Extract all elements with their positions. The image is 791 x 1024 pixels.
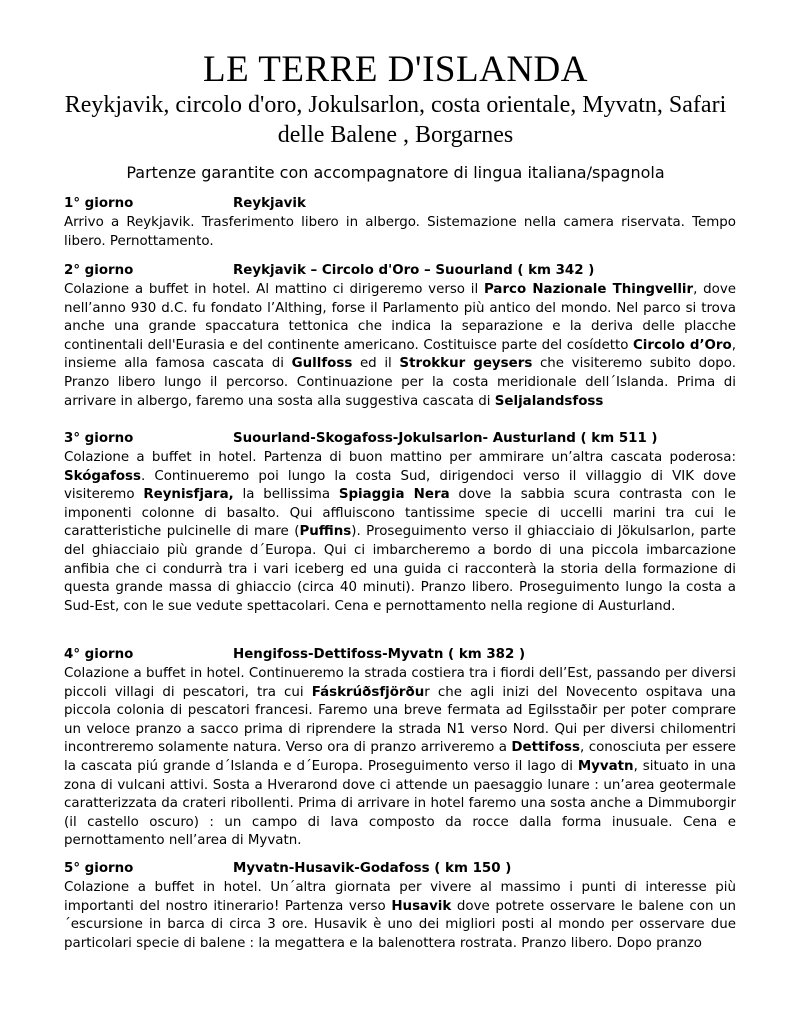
description-text: , dove nell’anno 930 d.C. fu fondato l’Althing, forse il Parlamento più antico del mondo. Nel parco si trova anche una grande spaccatura tettonica che indica la separazione e la deriva delle placche continentali dell'Eurasia e del continente americano. Costituisce parte del cosídetto [64, 282, 737, 353]
highlighted-place: Husavik [391, 898, 452, 914]
description-text: dove la sabbia scura contrasta con le imponenti colonne di basalto. Qui affluiscono tantissime specie di uccelli marini tra cui le caratteristiche pulcinelle di mare ( [64, 487, 736, 540]
highlighted-place: Seljalandsfoss [494, 393, 604, 409]
description-text: Colazione a buffet in hotel. Un´altra giornata per vivere al massimo i punti di interesse più importanti del nostro itinerario! Partenza verso [64, 880, 736, 914]
description-text: r che agli inizi del Novecento ospitava una piccola colonia di pescatori francesi. Faremo una breve fermata ad Egilsstaðir per poter comprare un veloce pranzo a sacco prima di riprendere la strada N1 verso Nord. Qui per diversi chilomentri incontreremo solamente natura. Verso ora di pranzo arriveremo a [64, 684, 736, 756]
day-number: 5° giorno [64, 861, 134, 876]
day-number: 4° giorno [64, 647, 134, 662]
description-text: Colazione a buffet in hotel. Continueremo la strada costiera tra i fiordi dell’Est, passando per diversi piccoli villagi di pescatori, tra cui [64, 666, 736, 700]
day-description [64, 879, 736, 953]
day-description [64, 665, 736, 851]
day-5 [64, 860, 736, 953]
highlighted-place: Reynisfjara, [143, 487, 234, 503]
day-description [64, 214, 736, 251]
day-number: 3° giorno [64, 431, 134, 446]
day-3 [64, 430, 736, 616]
day-1 [64, 195, 736, 251]
description-text: ). Proseguimento verso il ghiacciaio di Jökulsarlon, parte del ghiacciaio più grande d´Europa. Qui ci imbarcheremo a bordo di una piccola imbarcazione anfibia che ci condurrà tra i vari iceberg ed una guida ci racconterà la storia della formazione di questa grande massa di ghiaccio (circa 40 minuti). Pranzo libero. Proseguimento lungo la costa a Sud-Est, con le sue vedute spettacolari. Cena e pernottamento nella regione di Austurland. [64, 524, 736, 614]
day-route: Hengifoss-Dettifoss-Myvatn ( km 382 ) [233, 647, 526, 662]
highlighted-place: Myvatn [577, 758, 634, 774]
description-text: . Continueremo poi lungo la costa Sud, dirigendoci verso il villaggio di VIK dove visiteremo [64, 468, 736, 503]
description-text: Colazione a buffet in hotel. Partenza di buon mattino per ammirare un’altra cascata poderosa: [64, 450, 736, 465]
description-text: , situato in una zona di vulcani attivi. Sosta a Hverarond dove ci attende un paesaggio lunare : un’area geotermale caratterizzata da crateri ribollenti. Prima di arrivare in hotel faremo una sosta anche a Dimmuborgir (il castello oscuro) : un campo di lava composto da rocce dalla forma inusuale. Cena e pernottamento nell’area di Myvatn. [64, 758, 736, 849]
document-title: LE TERRE D'ISLANDA [203, 49, 588, 90]
highlighted-place: Gullfoss [291, 356, 353, 372]
highlighted-place: Skógafoss [64, 468, 141, 484]
description-text: Arrivo a Reykjavik. Trasferimento libero in albergo. Sistemazione nella camera riservata. Tempo libero. Pernottamento. [64, 215, 736, 249]
highlighted-place: Dettifoss [511, 740, 580, 756]
day-4 [64, 646, 736, 851]
description-text: , conosciuta per essere la cascata piú grande d´Islanda e d´Europa. Proseguimento verso il lago di [64, 740, 736, 774]
day-route: Reykjavik – Circolo d'Oro – Suourland ( km 342 ) [233, 263, 595, 278]
highlighted-place: Puffins [299, 524, 352, 540]
document-subtitle: Reykjavik, circolo d'oro, Jokulsarlon, costa orientale, Myvatn, Safari delle Balene , Borgarnes [64, 92, 727, 148]
description-text: ed il [352, 356, 400, 372]
description-text: dove potrete osservare le balene con un ´escursione in barca di circa 3 ore. Husavik è uno dei migliori posti al mondo per osservare due particolari specie di balene : la megattera e la balenottera rostrata. Pranzo libero. Dopo pranzo [64, 898, 736, 951]
day-2 [64, 262, 736, 411]
day-description [64, 281, 736, 411]
day-route: Reykjavik [233, 196, 306, 211]
description-text: che visiteremo subito dopo. Pranzo libero lungo il percorso. Continuazione per la costa meridionale dell´Islanda. Prima di arrivare in albergo, faremo una sosta alla suggestiva cascata di [64, 356, 737, 409]
day-number: 1° giorno [64, 196, 134, 211]
day-number: 2° giorno [64, 263, 134, 278]
highlighted-place: Strokkur geysers [399, 356, 533, 372]
description-text: Colazione a buffet in hotel. Al mattino ci dirigeremo verso il [64, 282, 484, 297]
description-text: la bellissima [233, 487, 339, 503]
description-text: , insieme alla famosa cascata di [64, 337, 736, 372]
departure-tagline: Partenze garantite con accompagnatore di lingua italiana/spagnola [126, 163, 665, 182]
day-description [64, 449, 736, 616]
highlighted-place: Circolo d’Oro [632, 337, 732, 353]
highlighted-place: Spiaggia Nera [338, 487, 450, 503]
day-route: Suourland-Skogafoss-Jokulsarlon- Austurland ( km 511 ) [233, 431, 658, 446]
highlighted-place: Parco Nazionale Thingvellir [483, 282, 694, 297]
day-route: Myvatn-Husavik-Godafoss ( km 150 ) [233, 861, 512, 876]
highlighted-place: Fáskrúðsfjörðu [311, 684, 425, 700]
